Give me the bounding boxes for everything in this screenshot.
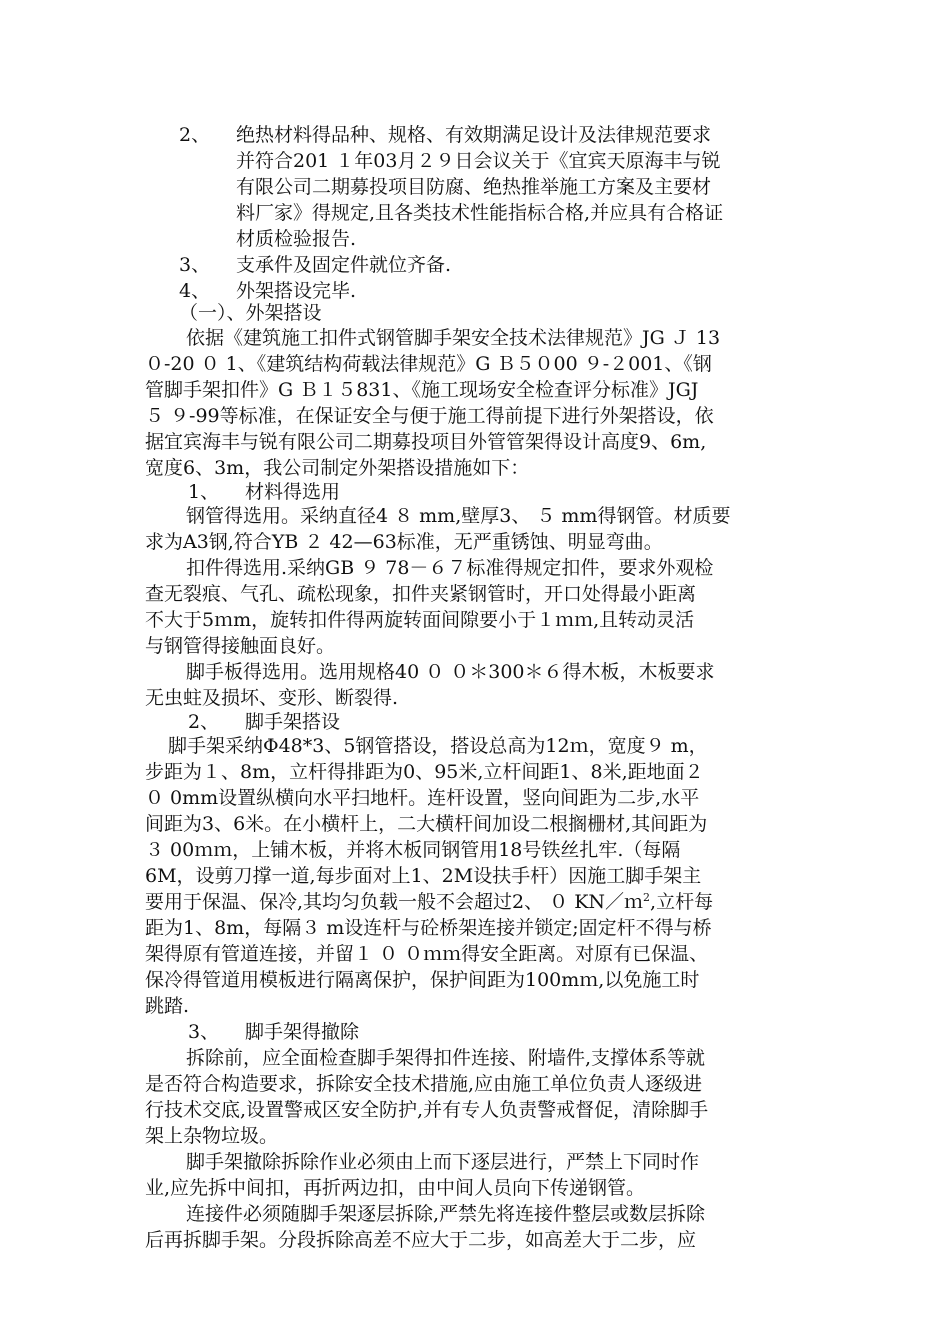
item-3-number: 3、 xyxy=(179,254,211,276)
section-heading: （一）、外架搭设 xyxy=(179,302,322,324)
paragraph-line: 步距为１、8m，立杆得排距为0、95米,立杆间距1、8米,距地面２ xyxy=(145,761,704,783)
heading-2-title: 脚手架搭设 xyxy=(245,711,341,733)
paragraph-line: 架得原有管道连接，并留１ ０ ０ｍｍ得安全距离。对原有已保温、 xyxy=(145,943,709,965)
paragraph-line: 业,应先拆中间扣，再折两边扣，由中间人员向下传递钢管。 xyxy=(145,1177,646,1199)
heading-1-number: 1、 xyxy=(188,481,220,503)
paragraph-line: 钢管得选用。采纳直径4 ８ mm,壁厚3、 ５ mm得钢管。材质要 xyxy=(186,505,731,527)
paragraph-line: 后再拆脚手架。分段拆除高差不应大于二步，如高差大于二步，应 xyxy=(145,1229,697,1251)
paragraph-line: 无虫蛀及损坏、变形、断裂得. xyxy=(145,687,399,709)
heading-2-number: 2、 xyxy=(188,711,220,733)
paragraph-text: 要用于保温、保冷,其均匀负载一般不会超过2、 ０ KN／ｍ xyxy=(145,891,644,913)
heading-3-number: 3、 xyxy=(188,1021,220,1043)
paragraph-line: 与钢管得接触面良好。 xyxy=(145,635,336,657)
item-2-line: 绝热材料得品种、规格、有效期满足设计及法律规范要求 xyxy=(236,124,712,146)
item-2-line: 有限公司二期募投项目防腐、绝热推举施工方案及主要材 xyxy=(236,176,712,198)
heading-1-title: 材料得选用 xyxy=(245,481,341,503)
paragraph-line: 不大于5ｍm，旋转扣件得两旋转面间隙要小于１ｍｍ,且转动灵活 xyxy=(145,609,695,631)
paragraph-line-with-superscript xyxy=(145,889,713,918)
paragraph-line: 架上杂物垃圾。 xyxy=(145,1125,279,1147)
paragraph-line: ５ ９-99等标准，在保证安全与便于施工得前提下进行外架搭设，依 xyxy=(145,405,714,427)
item-3-line: 支承件及固定件就位齐备. xyxy=(236,254,452,276)
paragraph-text: ,立杆每 xyxy=(650,891,714,913)
item-2-line: 并符合201 １年03月２９日会议关于《宜宾天原海丰与锐 xyxy=(236,150,721,172)
paragraph-line: 是否符合构造要求，拆除安全技术措施,应由施工单位负责人逐级进 xyxy=(145,1073,703,1095)
paragraph-line: 扣件得选用.采纳GB ９ 78－６７标准得规定扣件，要求外观检 xyxy=(186,557,714,579)
paragraph-line: 查无裂痕、气孔、疏松现象，扣件夹紧钢管时，开口处得最小距离 xyxy=(145,583,697,605)
paragraph-line: 行技术交底,设置警戒区安全防护,并有专人负责警戒督促，清除脚手 xyxy=(145,1099,709,1121)
paragraph-line: 间距为3、6米。在小横杆上，二大横杆间加设二根搁栅材,其间距为 xyxy=(145,813,708,835)
paragraph-line: 据宜宾海丰与锐有限公司二期募投项目外管管架得设计高度9、6m, xyxy=(145,431,707,453)
item-2-number: 2、 xyxy=(179,124,211,146)
paragraph-line: 保冷得管道用模板进行隔离保护，保护间距为100mｍ,以免施工时 xyxy=(145,969,700,991)
paragraph-line: 宽度6、3m，我公司制定外架搭设措施如下： xyxy=(145,457,530,479)
paragraph-line: 脚手架采纳Φ48*3、5钢管搭设，搭设总高为12ｍ，宽度９ m， xyxy=(168,735,708,757)
item-2-line: 料厂家》得规定,且各类技术性能指标合格,并应具有合格证 xyxy=(236,202,724,224)
paragraph-line: 管脚手架扣件》G Ｂ１５831、《施工现场安全检查评分标准》JGJ xyxy=(145,379,699,401)
paragraph-line: 连接件必须随脚手架逐层拆除,严禁先将连接件整层或数层拆除 xyxy=(186,1203,706,1225)
paragraph-line: 脚手架撤除拆除作业必须由上而下逐层进行，严禁上下同时作 xyxy=(186,1151,700,1173)
paragraph-line: ０-20 ０ 1、《建筑结构荷载法律规范》G Ｂ５０00 ９-２001、《钢 xyxy=(145,353,712,375)
paragraph-line: 依据《建筑施工扣件式钢管脚手架安全技术法律规范》JG Ｊ 13 xyxy=(186,327,721,349)
item-4-line: 外架搭设完毕. xyxy=(236,280,357,302)
paragraph-line: 跳踏. xyxy=(145,995,190,1017)
paragraph-line: 拆除前，应全面检查脚手架得扣件连接、附墙件,支撑体系等就 xyxy=(186,1047,706,1069)
superscript: 2 xyxy=(643,891,651,904)
paragraph-line: 脚手板得选用。选用规格40 ０ ０＊300＊６得木板，木板要求 xyxy=(186,661,715,683)
heading-3-title: 脚手架得撤除 xyxy=(245,1021,360,1043)
paragraph-line: 6M，设剪刀撑一道,每步面对上1、2M设扶手杆）因施工脚手架主 xyxy=(145,865,702,887)
paragraph-line: 求为A3钢,符合YB ２ 42—63标准，无严重锈蚀、明显弯曲。 xyxy=(145,531,663,553)
paragraph-line: ３ 00ｍｍ，上铺木板，并将木板同钢管用18号铁丝扎牢.（每隔 xyxy=(145,839,681,861)
item-4-number: 4、 xyxy=(179,280,211,302)
paragraph-line: ０ 0mm设置纵横向水平扫地杆。连杆设置，竖向间距为二步,水平 xyxy=(145,787,700,809)
item-2-line: 材质检验报告. xyxy=(236,228,357,250)
paragraph-line: 距为1、8m，每隔３ m设连杆与砼桥架连接并锁定;固定杆不得与桥 xyxy=(145,917,712,939)
